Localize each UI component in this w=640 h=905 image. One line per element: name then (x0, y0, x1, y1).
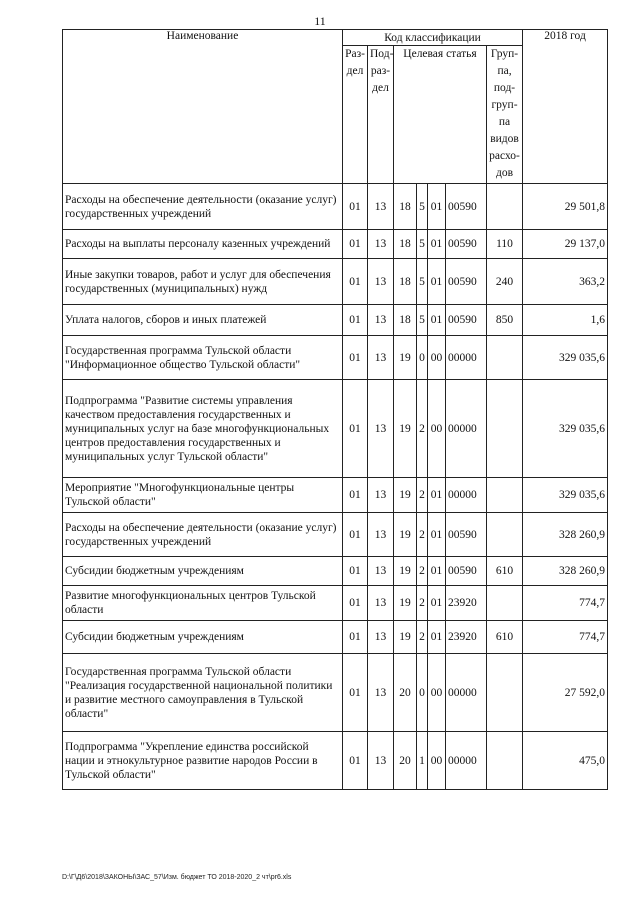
row-name: Государственная программа Тульской области "Реализация государственной национальной политики и развитие местного самоуправления в Тульской области" (63, 654, 343, 732)
row-name: Подпрограмма "Укрепление единства российской нации и этнокультурное развитие народов России в Тульской области" (63, 732, 343, 790)
target-4-cell: 00590 (446, 557, 487, 586)
target-1-cell: 18 (394, 259, 417, 305)
vid-cell: 240 (487, 259, 523, 305)
row-name: Развитие многофункциональных центров Тульской области (63, 586, 343, 621)
vid-cell: 610 (487, 621, 523, 654)
target-4-cell: 23920 (446, 586, 487, 621)
row-name: Расходы на обеспечение деятельности (оказание услуг) государственных учреждений (63, 513, 343, 557)
target-2-cell: 2 (417, 513, 428, 557)
table-row (63, 513, 608, 557)
podrazdel-cell: 13 (368, 478, 394, 513)
target-2-cell: 2 (417, 557, 428, 586)
row-name: Государственная программа Тульской области "Информационное общество Тульской области" (63, 336, 343, 380)
row-name: Уплата налогов, сборов и иных платежей (63, 305, 343, 336)
target-3-cell: 01 (428, 621, 446, 654)
target-2-cell: 5 (417, 305, 428, 336)
table-row (63, 230, 608, 259)
target-3-cell: 01 (428, 230, 446, 259)
table-row (63, 654, 608, 732)
amount-cell: 329 035,6 (523, 380, 608, 478)
header-section: Раз- дел (343, 46, 368, 184)
amount-cell: 27 592,0 (523, 654, 608, 732)
razdel-cell: 01 (343, 184, 368, 230)
vid-cell (487, 732, 523, 790)
row-name: Иные закупки товаров, работ и услуг для обеспечения государственных (муниципальных) нужд (63, 259, 343, 305)
amount-cell: 328 260,9 (523, 513, 608, 557)
table-row (63, 380, 608, 478)
target-1-cell: 20 (394, 654, 417, 732)
target-3-cell: 01 (428, 513, 446, 557)
podrazdel-cell: 13 (368, 513, 394, 557)
podrazdel-cell: 13 (368, 336, 394, 380)
row-name: Расходы на обеспечение деятельности (оказание услуг) государственных учреждений (63, 184, 343, 230)
razdel-cell: 01 (343, 586, 368, 621)
target-1-cell: 18 (394, 230, 417, 259)
header-year: 2018 год (523, 30, 608, 184)
table-row (63, 259, 608, 305)
target-3-cell: 01 (428, 305, 446, 336)
row-name: Субсидии бюджетным учреждениям (63, 557, 343, 586)
target-2-cell: 5 (417, 184, 428, 230)
target-2-cell: 2 (417, 380, 428, 478)
budget-table (62, 29, 608, 790)
vid-cell (487, 654, 523, 732)
header-name: Наименование (63, 30, 343, 184)
target-4-cell: 00590 (446, 513, 487, 557)
target-1-cell: 19 (394, 380, 417, 478)
vid-cell (487, 184, 523, 230)
target-4-cell: 00000 (446, 380, 487, 478)
target-2-cell: 0 (417, 654, 428, 732)
vid-cell: 850 (487, 305, 523, 336)
razdel-cell: 01 (343, 259, 368, 305)
razdel-cell: 01 (343, 732, 368, 790)
target-2-cell: 5 (417, 230, 428, 259)
amount-cell: 29 501,8 (523, 184, 608, 230)
vid-cell: 110 (487, 230, 523, 259)
razdel-cell: 01 (343, 513, 368, 557)
amount-cell: 363,2 (523, 259, 608, 305)
target-3-cell: 00 (428, 732, 446, 790)
razdel-cell: 01 (343, 230, 368, 259)
target-2-cell: 2 (417, 586, 428, 621)
target-2-cell: 2 (417, 478, 428, 513)
vid-cell (487, 380, 523, 478)
razdel-cell: 01 (343, 621, 368, 654)
table-row (63, 478, 608, 513)
target-1-cell: 19 (394, 621, 417, 654)
podrazdel-cell: 13 (368, 621, 394, 654)
target-3-cell: 00 (428, 336, 446, 380)
razdel-cell: 01 (343, 557, 368, 586)
target-1-cell: 18 (394, 305, 417, 336)
target-3-cell: 00 (428, 654, 446, 732)
target-1-cell: 19 (394, 586, 417, 621)
target-4-cell: 00000 (446, 732, 487, 790)
podrazdel-cell: 13 (368, 654, 394, 732)
razdel-cell: 01 (343, 336, 368, 380)
target-1-cell: 18 (394, 184, 417, 230)
header-group: Груп- па, под- груп- па видов расхо- дов (487, 46, 523, 184)
vid-cell (487, 586, 523, 621)
amount-cell: 29 137,0 (523, 230, 608, 259)
target-1-cell: 19 (394, 513, 417, 557)
razdel-cell: 01 (343, 380, 368, 478)
table-body (63, 184, 608, 790)
row-name: Субсидии бюджетным учреждениям (63, 621, 343, 654)
row-name: Подпрограмма "Развитие системы управления качеством предоставления государственных и муниципальных услуг на базе многофункциональных центров предоставления государственных и муниципальных услуг Тульской области" (63, 380, 343, 478)
target-3-cell: 01 (428, 586, 446, 621)
razdel-cell: 01 (343, 478, 368, 513)
target-4-cell: 00590 (446, 259, 487, 305)
target-3-cell: 00 (428, 380, 446, 478)
table-row (63, 621, 608, 654)
amount-cell: 329 035,6 (523, 478, 608, 513)
podrazdel-cell: 13 (368, 586, 394, 621)
vid-cell (487, 513, 523, 557)
target-4-cell: 00590 (446, 184, 487, 230)
target-1-cell: 19 (394, 478, 417, 513)
table-row (63, 184, 608, 230)
target-1-cell: 19 (394, 336, 417, 380)
page-number: 11 (314, 14, 326, 28)
target-4-cell: 00000 (446, 336, 487, 380)
target-4-cell: 00000 (446, 654, 487, 732)
podrazdel-cell: 13 (368, 230, 394, 259)
row-name: Мероприятие "Многофункциональные центры Тульской области" (63, 478, 343, 513)
amount-cell: 328 260,9 (523, 557, 608, 586)
vid-cell: 610 (487, 557, 523, 586)
target-4-cell: 00590 (446, 230, 487, 259)
podrazdel-cell: 13 (368, 305, 394, 336)
table-row (63, 305, 608, 336)
row-name: Расходы на выплаты персоналу казенных учреждений (63, 230, 343, 259)
target-1-cell: 19 (394, 557, 417, 586)
amount-cell: 475,0 (523, 732, 608, 790)
target-3-cell: 01 (428, 557, 446, 586)
table-row (63, 586, 608, 621)
target-2-cell: 0 (417, 336, 428, 380)
target-4-cell: 00590 (446, 305, 487, 336)
amount-cell: 774,7 (523, 586, 608, 621)
target-3-cell: 01 (428, 478, 446, 513)
target-4-cell: 00000 (446, 478, 487, 513)
target-3-cell: 01 (428, 184, 446, 230)
header-subsection: Под- раз- дел (368, 46, 394, 184)
podrazdel-cell: 13 (368, 732, 394, 790)
razdel-cell: 01 (343, 305, 368, 336)
target-2-cell: 5 (417, 259, 428, 305)
file-path: D:\Г\Д6\2018\ЗАКОНЫ\ЗАС_57\Изм. бюджет ТО 2018-2020_2 чт\pr6.xls (62, 874, 292, 881)
target-3-cell: 01 (428, 259, 446, 305)
amount-cell: 774,7 (523, 621, 608, 654)
target-2-cell: 1 (417, 732, 428, 790)
razdel-cell: 01 (343, 654, 368, 732)
vid-cell (487, 478, 523, 513)
vid-cell (487, 336, 523, 380)
table-row (63, 557, 608, 586)
table-row (63, 336, 608, 380)
target-4-cell: 23920 (446, 621, 487, 654)
header-target: Целевая статья (394, 46, 487, 184)
target-1-cell: 20 (394, 732, 417, 790)
table-row (63, 732, 608, 790)
podrazdel-cell: 13 (368, 259, 394, 305)
podrazdel-cell: 13 (368, 184, 394, 230)
header-code: Код классификации (343, 30, 523, 46)
podrazdel-cell: 13 (368, 380, 394, 478)
amount-cell: 329 035,6 (523, 336, 608, 380)
podrazdel-cell: 13 (368, 557, 394, 586)
target-2-cell: 2 (417, 621, 428, 654)
amount-cell: 1,6 (523, 305, 608, 336)
